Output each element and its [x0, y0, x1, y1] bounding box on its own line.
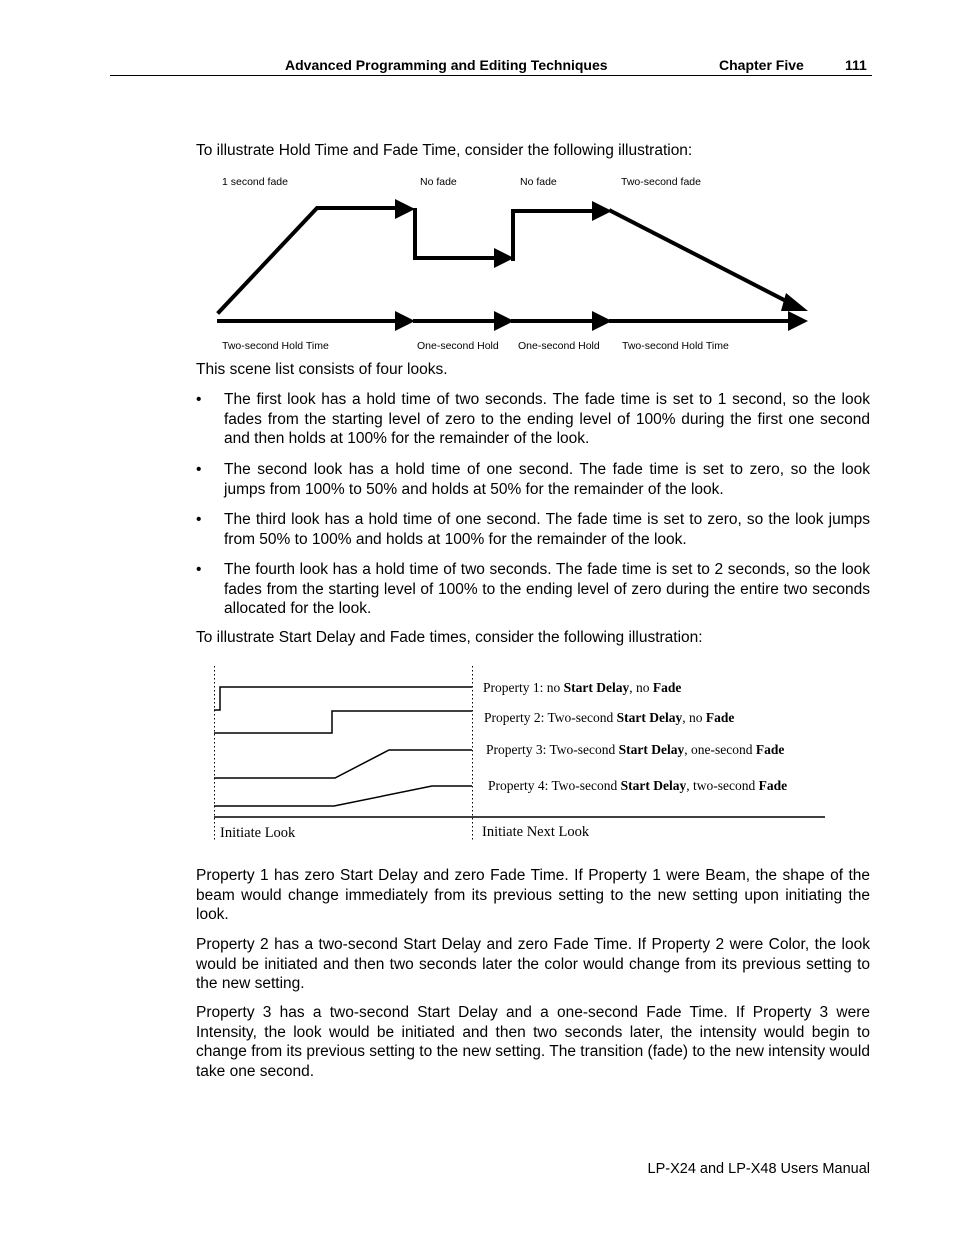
intro-figure1: To illustrate Hold Time and Fade Time, consider the following illustration:: [196, 142, 693, 159]
list-item-text: The fourth look has a hold time of two seconds. The fade time is set to 2 seconds, so the look fades from the starting level of 100% to the ending level of zero during the entire two seconds allocated for the look.: [224, 561, 870, 618]
hold-label: One-second Hold: [417, 340, 499, 352]
list-item-text: The first look has a hold time of two seconds. The fade time is set to 1 second, so the look fades from the starting level of zero to the ending level of 100% during the first one second and then holds at 100% for the remainder of the look.: [224, 391, 870, 448]
scene-intro: This scene list consists of four looks.: [196, 361, 448, 378]
hold-label: Two-second Hold Time: [222, 340, 329, 352]
header-page-number: 111: [845, 57, 867, 73]
hold-label: Two-second Hold Time: [622, 340, 729, 352]
property4-trace: [214, 786, 472, 806]
initiate-look-label: Initiate Look: [220, 825, 296, 841]
fade-label: Two-second fade: [621, 176, 701, 188]
paragraph-property3: Property 3 has a two-second Start Delay and a one-second Fade Time. If Property 3 were Intensity, the look would be initiated and then two seconds later, the intensity would begin to change from its previous setting to the new setting. The transition (fade) to the new intensity would take one second.: [196, 1004, 870, 1080]
property1-trace: [214, 687, 472, 710]
header-section-title: Advanced Programming and Editing Techniques: [285, 57, 608, 73]
property-label: Property 1: no Start Delay, no Fade: [483, 680, 682, 695]
bullet-icon: •: [196, 461, 202, 478]
property2-trace: [214, 711, 472, 733]
list-item-text: The second look has a hold time of one second. The fade time is set to zero, so the look jumps from 100% to 50% and holds at 50% for the remainder of the look.: [224, 461, 870, 498]
paragraph-property1: Property 1 has zero Start Delay and zero Fade Time. If Property 1 were Beam, the shape of the beam would change immediately from its previous setting to the new setting upon initiating the look.: [196, 867, 870, 924]
intro-figure2: To illustrate Start Delay and Fade times, consider the following illustration:: [196, 629, 703, 646]
list-item-text: The third look has a hold time of one second. The fade time is set to zero, so the look jumps from 50% to 100% and holds at 100% for the remainder of the look.: [224, 511, 870, 548]
property-label: Property 4: Two-second Start Delay, two-second Fade: [488, 778, 788, 793]
footer-manual-title: LP-X24 and LP-X48 Users Manual: [647, 1161, 870, 1177]
bullet-icon: •: [196, 561, 202, 578]
initiate-next-look-label: Initiate Next Look: [482, 824, 590, 840]
property-label: Property 2: Two-second Start Delay, no Fade: [484, 710, 735, 725]
hold-label: One-second Hold: [518, 340, 600, 352]
bullet-icon: •: [196, 511, 202, 528]
property-label: Property 3: Two-second Start Delay, one-second Fade: [486, 742, 785, 757]
bullet-icon: •: [196, 391, 202, 408]
fade-label: No fade: [420, 176, 457, 188]
fade-label: No fade: [520, 176, 557, 188]
fade-label: 1 second fade: [222, 176, 288, 188]
paragraph-property2: Property 2 has a two-second Start Delay and zero Fade Time. If Property 2 were Color, the look would be initiated and then two seconds later the color would change from its previous setting to the new setting.: [196, 936, 870, 993]
header-chapter: Chapter Five: [719, 57, 804, 73]
property3-trace: [214, 750, 472, 778]
